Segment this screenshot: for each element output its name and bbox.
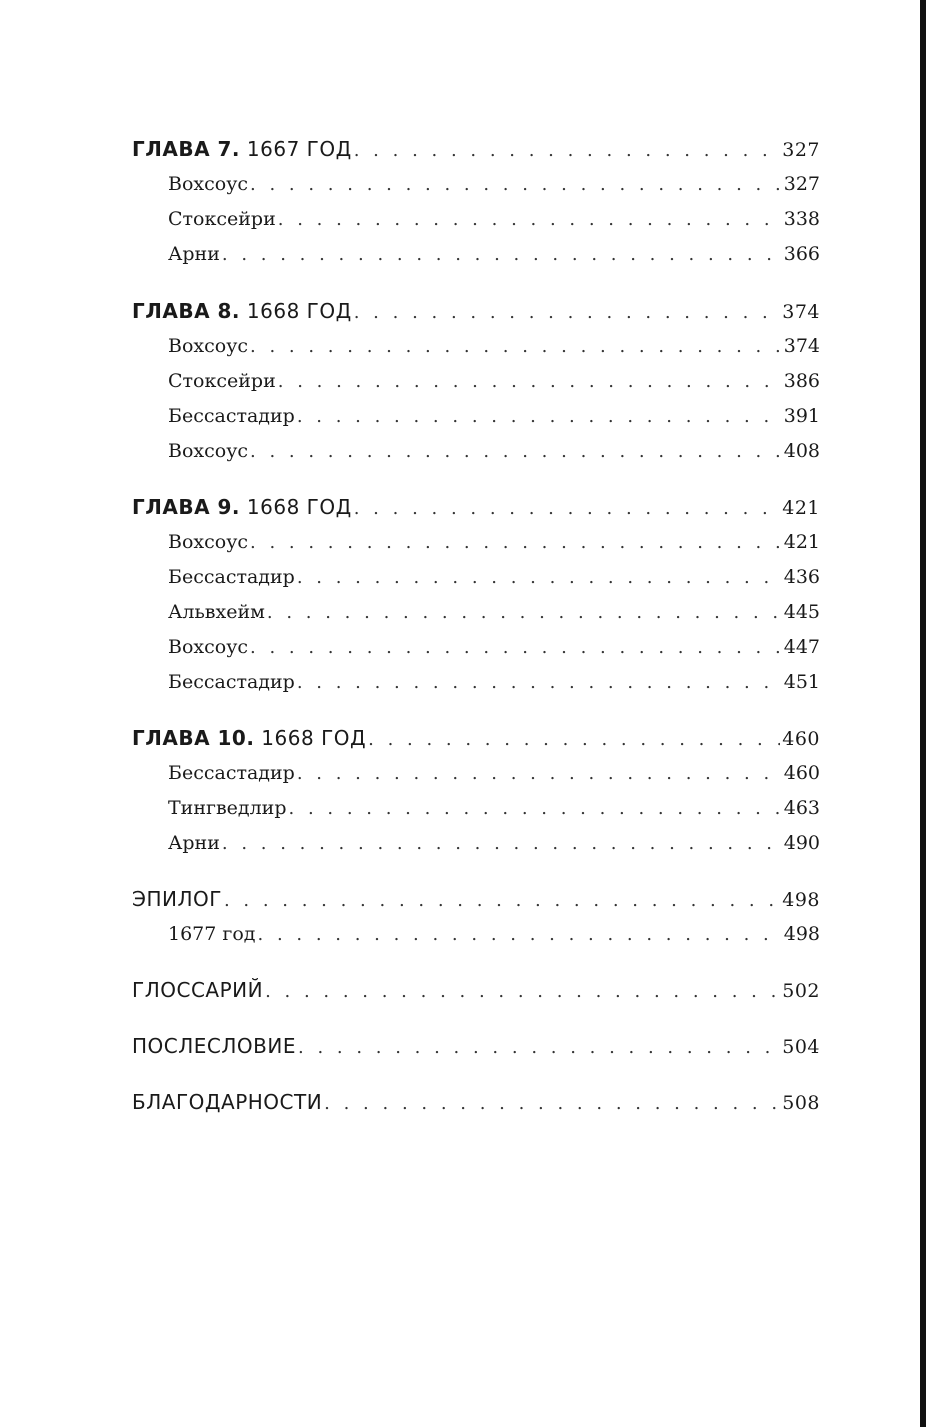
- toc-glossary[interactable]: [132, 973, 820, 1008]
- dot-leader: [222, 237, 782, 272]
- toc-chapter-10[interactable]: [132, 721, 820, 756]
- dot-leader: [278, 364, 782, 399]
- dot-leader: [354, 133, 781, 167]
- section-title: Бессастадир: [168, 671, 295, 693]
- page-number: 504: [782, 1036, 820, 1058]
- toc-section[interactable]: [132, 364, 820, 399]
- toc-section[interactable]: [132, 202, 820, 237]
- page-number: 498: [782, 889, 820, 911]
- toc-section[interactable]: [132, 237, 820, 272]
- page-number: 421: [782, 497, 820, 519]
- section-title: Бессастадир: [168, 405, 295, 427]
- page-number: 327: [782, 139, 820, 161]
- page-number: 508: [782, 1092, 820, 1114]
- chapter-year: 1668 ГОД: [240, 299, 352, 323]
- chapter-year: 1668 ГОД: [240, 495, 352, 519]
- page-number: 490: [783, 832, 820, 854]
- dot-leader: [265, 974, 780, 1008]
- dot-leader: [297, 560, 782, 595]
- toc-chapter-8[interactable]: [132, 294, 820, 329]
- chapter-title: [132, 721, 366, 756]
- toc-afterword[interactable]: [132, 1029, 820, 1064]
- dot-leader: [297, 756, 782, 791]
- dot-leader: [250, 525, 782, 560]
- page-number: 460: [782, 728, 820, 750]
- section-title: Арни: [168, 832, 220, 854]
- page-number: 502: [782, 980, 820, 1002]
- section-title: Вохсоус: [168, 531, 249, 553]
- toc-section[interactable]: [132, 434, 820, 469]
- section-title: Вохсоус: [168, 173, 249, 195]
- toc-section[interactable]: [132, 595, 820, 630]
- chapter-number: ГЛАВА 8.: [132, 299, 241, 323]
- section-title: Тингведлир: [168, 797, 287, 819]
- page-number: 498: [783, 923, 820, 945]
- dot-leader: [224, 883, 780, 917]
- epilogue-title: ЭПИЛОГ: [132, 887, 222, 911]
- dot-leader: [222, 826, 782, 861]
- toc-section[interactable]: [132, 329, 820, 364]
- toc-chapter-7[interactable]: [132, 132, 820, 167]
- acknowledgements-title: БЛАГОДАРНОСТИ: [132, 1090, 323, 1114]
- section-title: 1677 год: [168, 923, 256, 945]
- chapter-number: ГЛАВА 9.: [132, 495, 241, 519]
- page-number: 327: [783, 173, 820, 195]
- toc-acknowledgements[interactable]: [132, 1085, 820, 1120]
- toc-section[interactable]: [132, 630, 820, 665]
- page-number: 451: [783, 671, 820, 693]
- toc-section[interactable]: [132, 167, 820, 202]
- chapter-title: [132, 132, 352, 167]
- dot-leader: [297, 399, 782, 434]
- dot-leader: [250, 630, 782, 665]
- section-title: Вохсоус: [168, 335, 249, 357]
- dot-leader: [278, 202, 782, 237]
- section-title: Вохсоус: [168, 440, 249, 462]
- toc-section[interactable]: [132, 756, 820, 791]
- chapter-number: ГЛАВА 10.: [132, 726, 255, 750]
- page-number: 408: [783, 440, 820, 462]
- section-title: Стоксейри: [168, 370, 276, 392]
- dot-leader: [289, 791, 782, 826]
- section-title: Стоксейри: [168, 208, 276, 230]
- dot-leader: [250, 167, 782, 202]
- page-number: 460: [783, 762, 820, 784]
- toc-section[interactable]: [132, 917, 820, 952]
- section-title: Бессастадир: [168, 762, 295, 784]
- toc-section[interactable]: [132, 665, 820, 700]
- chapter-year: 1667 ГОД: [240, 137, 352, 161]
- page-number: 386: [783, 370, 820, 392]
- page-number: 445: [783, 601, 820, 623]
- toc-chapter-9[interactable]: [132, 490, 820, 525]
- dot-leader: [298, 1030, 780, 1064]
- section-title: Бессастадир: [168, 566, 295, 588]
- toc-section[interactable]: [132, 560, 820, 595]
- dot-leader: [267, 595, 782, 630]
- dot-leader: [297, 665, 782, 700]
- page-number: 338: [783, 208, 820, 230]
- page-number: 436: [783, 566, 820, 588]
- toc-epilogue[interactable]: [132, 882, 820, 917]
- chapter-year: 1668 ГОД: [254, 726, 367, 750]
- afterword-title: ПОСЛЕСЛОВИЕ: [132, 1034, 296, 1058]
- page-number: 447: [783, 636, 820, 658]
- toc-section[interactable]: [132, 791, 820, 826]
- toc-section[interactable]: [132, 826, 820, 861]
- page-edge: [920, 0, 926, 1427]
- page-number: 463: [783, 797, 820, 819]
- dot-leader: [354, 295, 781, 329]
- toc-section[interactable]: [132, 399, 820, 434]
- dot-leader: [258, 917, 782, 952]
- page-number: 391: [783, 405, 820, 427]
- chapter-title: [132, 294, 352, 329]
- page-number: 374: [782, 301, 820, 323]
- page-number: 421: [783, 531, 820, 553]
- dot-leader: [250, 329, 782, 364]
- dot-leader: [354, 491, 781, 525]
- page-number: 374: [783, 335, 820, 357]
- dot-leader: [368, 722, 780, 756]
- page-number: 366: [783, 243, 820, 265]
- dot-leader: [324, 1086, 780, 1120]
- chapter-title: [132, 490, 352, 525]
- toc-section[interactable]: [132, 525, 820, 560]
- glossary-title: ГЛОССАРИЙ: [132, 978, 264, 1002]
- table-of-contents: [132, 132, 820, 1120]
- section-title: Арни: [168, 243, 220, 265]
- section-title: Альвхейм: [168, 601, 265, 623]
- dot-leader: [250, 434, 782, 469]
- chapter-number: ГЛАВА 7.: [132, 137, 241, 161]
- section-title: Вохсоус: [168, 636, 249, 658]
